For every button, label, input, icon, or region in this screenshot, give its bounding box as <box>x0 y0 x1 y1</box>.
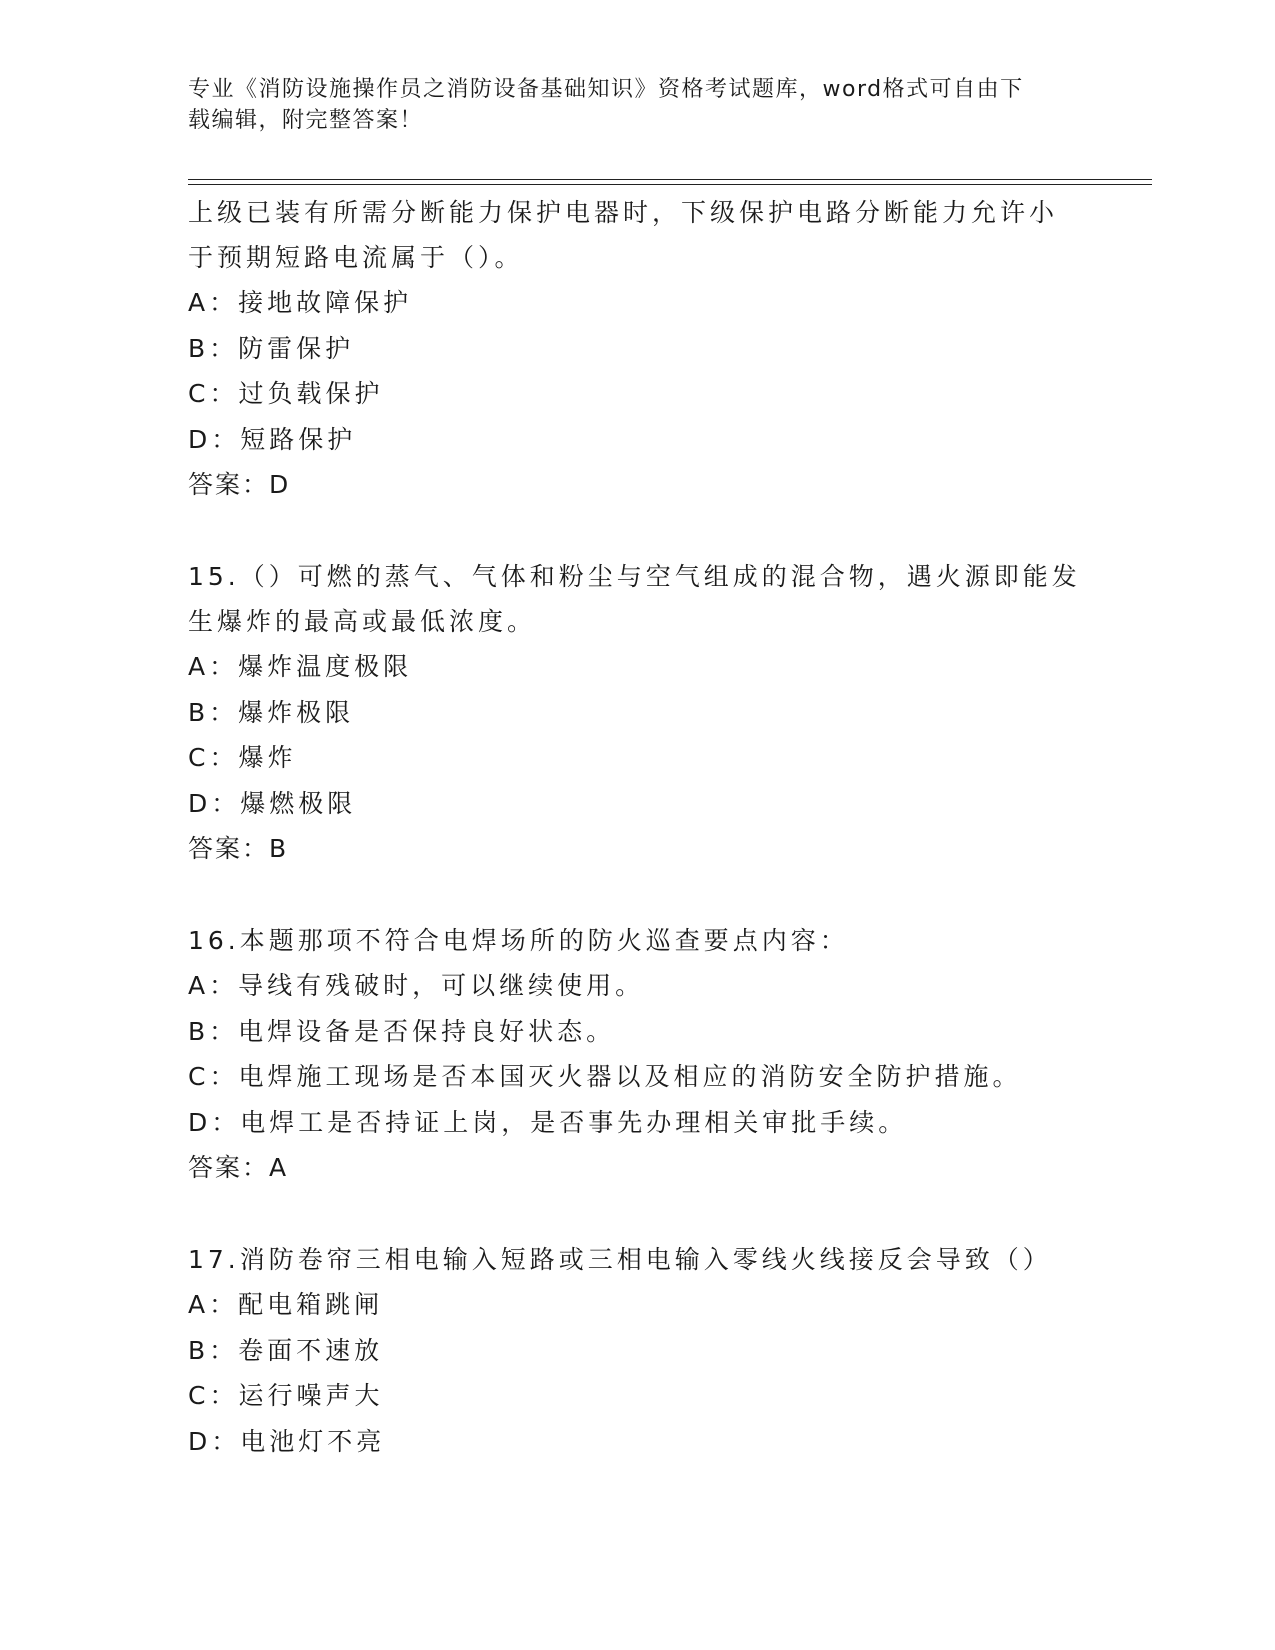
answer-label: 答案： <box>188 834 270 863</box>
option-c: C：爆炸 <box>188 743 297 772</box>
question-block <box>188 190 1088 507</box>
question-stem: 于预期短路电流属于（）。 <box>188 243 524 272</box>
header-divider-top <box>188 179 1152 180</box>
document-header <box>188 74 1088 136</box>
option-a: A：配电箱跳闸 <box>188 1290 384 1319</box>
question-stem: 15.（）可燃的蒸气、气体和粉尘与空气组成的混合物，遇火源即能发 <box>188 562 1081 591</box>
option-b: B：爆炸极限 <box>188 697 355 727</box>
option-d: D：短路保护 <box>188 424 357 454</box>
option-a: A：导线有残破时，可以继续使用。 <box>188 971 645 1000</box>
answer-line <box>188 1145 1088 1190</box>
option-c: C：运行噪声大 <box>188 1381 384 1410</box>
answer-line <box>188 826 1088 871</box>
question-block <box>188 918 1088 1190</box>
answer-label: 答案： <box>188 1153 270 1182</box>
option-d: D：电池灯不亮 <box>188 1426 386 1456</box>
option-c: C：电焊施工现场是否本国灭火器以及相应的消防安全防护措施。 <box>188 1062 1022 1091</box>
option-b: B：电焊设备是否保持良好状态。 <box>188 1016 616 1046</box>
header-line-1: 专业《消防设施操作员之消防设备基础知识》资格考试题库，word格式可自由下 <box>188 77 1024 102</box>
question-stem: 生爆炸的最高或最低浓度。 <box>188 607 537 636</box>
option-a: A：接地故障保护 <box>188 288 413 317</box>
question-stem: 上级已装有所需分断能力保护电器时，下级保护电路分断能力允许小 <box>188 198 1059 227</box>
question-stem: 17.消防卷帘三相电输入短路或三相电输入零线火线接反会导致（） <box>188 1245 1052 1274</box>
option-b: B：防雷保护 <box>188 333 355 363</box>
answer-value: A <box>269 1153 289 1182</box>
question-block <box>188 1237 1088 1464</box>
answer-value: B <box>269 834 289 863</box>
option-b: B：卷面不速放 <box>188 1335 384 1365</box>
answer-line <box>188 462 1088 507</box>
answer-value: D <box>269 470 291 499</box>
option-d: D：电焊工是否持证上岗，是否事先办理相关审批手续。 <box>188 1107 908 1137</box>
header-divider-bottom <box>188 184 1152 185</box>
option-a: A：爆炸温度极限 <box>188 652 413 681</box>
answer-label: 答案： <box>188 470 270 499</box>
question-stem: 16.本题那项不符合电焊场所的防火巡查要点内容： <box>188 926 849 955</box>
question-block <box>188 554 1088 871</box>
header-line-2: 载编辑，附完整答案！ <box>188 108 424 133</box>
question-list <box>188 190 1088 1464</box>
option-c: C：过负载保护 <box>188 379 384 408</box>
option-d: D：爆燃极限 <box>188 788 357 818</box>
